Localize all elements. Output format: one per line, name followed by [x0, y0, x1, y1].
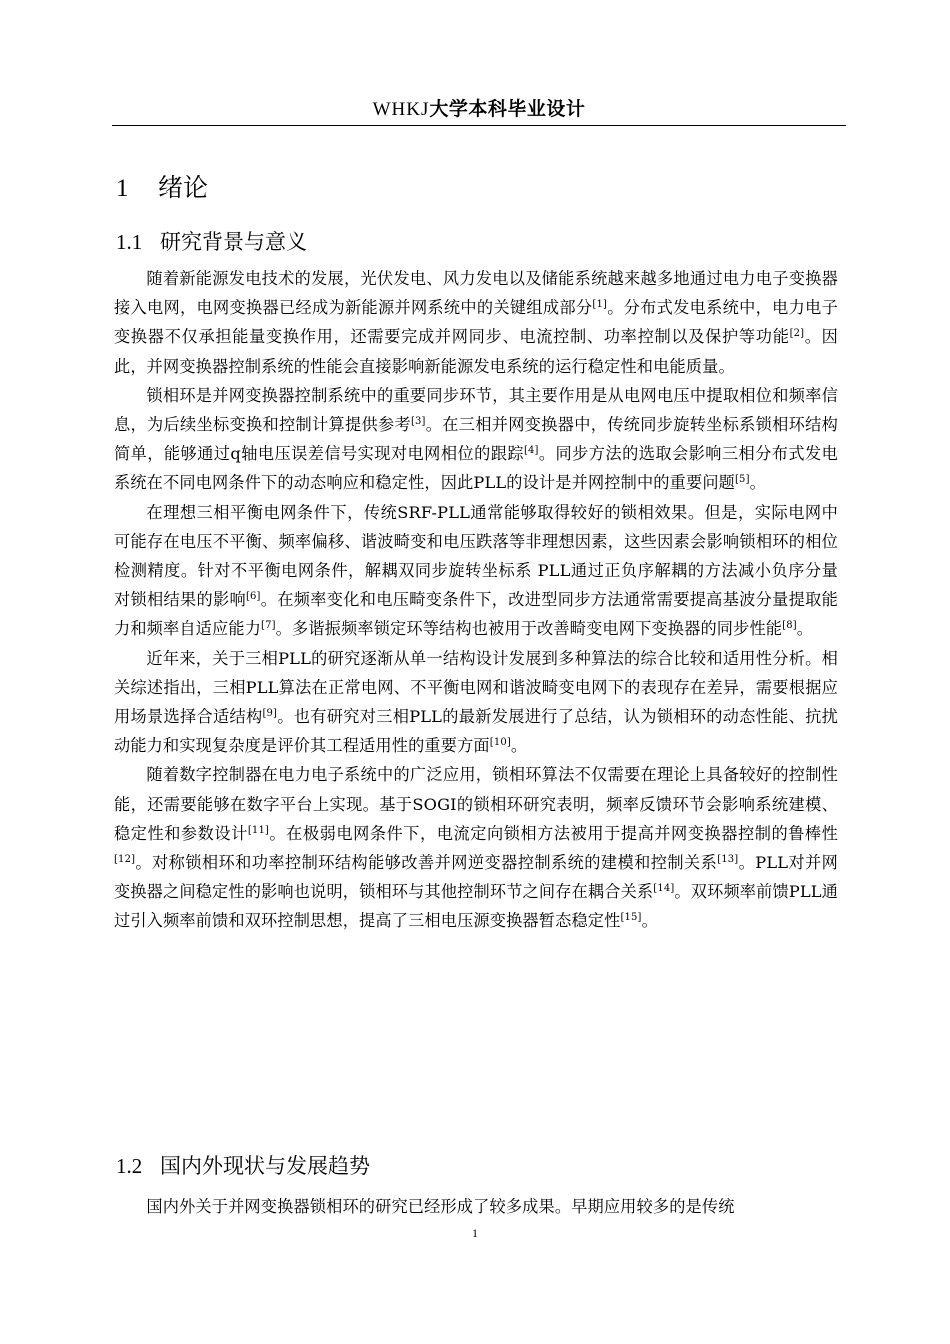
text-run: 。对称锁相环和功率控制环结构能够改善并网逆变器控制系统的建模和控制关系: [135, 853, 718, 873]
text-run: 。PLL对并网变换器之间稳定性的影响也说明，锁相环与其他控制环节之间存在耦合关系: [114, 853, 838, 902]
citation-ref: [15]: [620, 912, 642, 924]
citation-ref: [11]: [247, 824, 270, 836]
page-number: 1: [472, 1226, 478, 1240]
citation-ref: [5]: [735, 474, 750, 486]
text-run: 。在三相并网变换器中，传统同步旋转坐标系锁相环结构简单，能够通过q轴电压误差信号实现对电网相位的跟踪: [114, 415, 839, 464]
chapter-title: 绪论: [158, 173, 209, 202]
text-run: 。因此，并网变换器控制系统的性能会直接影响新能源发电系统的运行稳定性和电能质量。: [114, 327, 838, 376]
section-title: 国内外现状与发展趋势: [160, 1154, 370, 1178]
citation-ref: [4]: [523, 445, 539, 457]
chapter-number: 1: [116, 175, 129, 202]
body-text-block: [114, 1192, 838, 1221]
citation-ref: [12]: [114, 854, 136, 866]
paragraph: [114, 1192, 838, 1221]
citation-ref: [13]: [717, 854, 739, 866]
text-run: 。: [641, 911, 658, 931]
paragraph: [114, 264, 838, 381]
citation-ref: [14]: [653, 883, 675, 895]
body-text-block: [114, 264, 838, 936]
text-run: 。: [796, 619, 814, 639]
section-heading: [116, 226, 307, 256]
text-run: 随着新能源发电技术的发展，光伏发电、风力发电以及储能系统越来越多地通过电力电子变换器接入电网，电网变换器已经成为新能源并网系统中的关键组成部分: [114, 269, 838, 318]
text-run: 。分布式发电系统中，电力电子变换器不仅承担能量变换作用，还需要完成并网同步、电流控制、功率控制以及保护等功能: [114, 298, 838, 347]
citation-ref: [6]: [245, 591, 261, 603]
citation-ref: [10]: [489, 737, 511, 749]
text-run: 锁相环是并网变换器控制系统中的重要同步环节，其主要作用是从电网电压中提取相位和频率信息，为后续坐标变换和控制计算提供参考: [114, 385, 838, 435]
text-run: 国内外关于并网变换器锁相环的研究已经形成了较多成果。早期应用较多的是传统: [146, 1197, 735, 1216]
paragraph: [114, 644, 838, 761]
section-heading: [116, 1150, 370, 1180]
citation-ref: [8]: [782, 620, 797, 632]
text-run: 。同步方法的选取会影响三相分布式发电系统在不同电网条件下的动态响应和稳定性，因此PLL的设计是并网控制中的重要问题: [114, 444, 838, 493]
text-run: 随着数字控制器在电力电子系统中的广泛应用，锁相环算法不仅需要在理论上具备较好的控制性能，还需要能够在数字平台上实现。基于SOGI的锁相环研究表明，频率反馈环节会影响系统建模、稳定性和参数设计: [114, 765, 838, 843]
text-run: 。双环频率前馈PLL通过引入频率前馈和双环控制思想，提高了三相电压源变换器暂态稳定性: [114, 882, 838, 931]
citation-ref: [9]: [262, 708, 278, 720]
citation-ref: [3]: [410, 416, 426, 428]
section-number: 1.2: [116, 1154, 143, 1178]
text-run: 。多谐振频率锁定环等结构也被用于改善畸变电网下变换器的同步性能: [275, 619, 783, 639]
section-number: 1.1: [116, 230, 143, 254]
citation-ref: [7]: [261, 620, 276, 632]
text-run: 。也有研究对三相PLL的最新发展进行了总结，认为锁相环的动态性能、抗扰动能力和实现复杂度是评价其工程适用性的重要方面: [114, 707, 839, 756]
chapter-heading: [116, 168, 208, 204]
header-document-type: 大学本科毕业设计: [429, 98, 586, 120]
text-run: 。在频率变化和电压畸变条件下，改进型同步方法通常需要提高基波分量提取能力和频率自适应能力: [114, 590, 839, 639]
running-header: [112, 94, 846, 121]
text-run: 。: [749, 473, 766, 493]
header-rule: [112, 125, 846, 126]
citation-ref: [1]: [592, 299, 608, 311]
text-run: 在理想三相平衡电网条件下，传统SRF-PLL通常能够取得较好的锁相效果。但是，实际电网中可能存在电压不平衡、频率偏移、谐波畸变和电压跌落等非理想因素，这些因素会影响锁相环的相位检测精度。针对不平衡电网条件，解耦双同步旋转坐标系 PLL通过正负序解耦的方法减小负序分量对锁相结果的影响: [114, 502, 838, 610]
citation-ref: [2]: [789, 328, 805, 340]
text-run: 。在极弱电网条件下，电流定向锁相方法被用于提高并网变换器控制的鲁棒性: [269, 823, 838, 843]
section-title: 研究背景与意义: [160, 230, 307, 254]
paragraph: [114, 760, 838, 935]
paragraph: [114, 498, 838, 644]
paragraph: [114, 381, 838, 498]
header-institution-code: WHKJ: [372, 99, 430, 120]
text-run: 。: [510, 736, 528, 756]
text-run: 近年来，关于三相PLL的研究逐渐从单一结构设计发展到多种算法的综合比较和适用性分析。相关综述指出，三相PLL算法在正常电网、不平衡电网和谐波畸变电网下的表现存在差异，需要根据应用场景选择合适结构: [114, 648, 838, 727]
